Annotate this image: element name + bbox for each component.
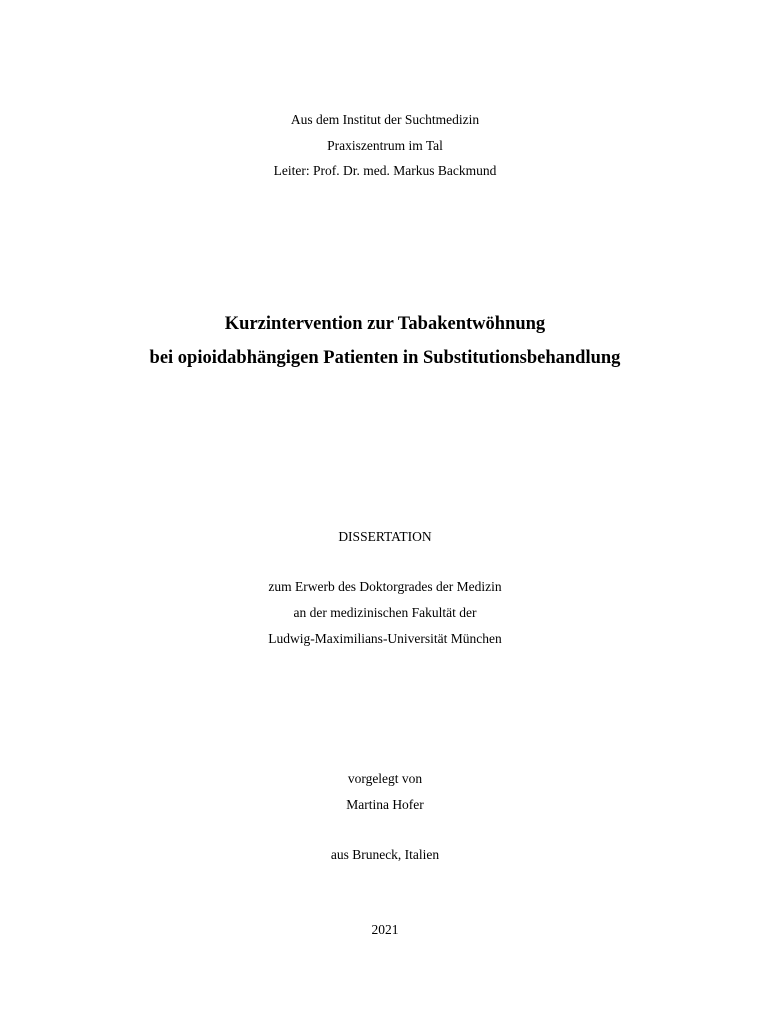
thesis-title-line-1: Kurzintervention zur Tabakentwöhnung: [224, 314, 546, 334]
author-name: Martina Hofer: [346, 797, 424, 812]
presented-by-label: vorgelegt von: [347, 771, 423, 786]
degree-purpose: zum Erwerb des Doktorgrades der Medizin: [268, 579, 502, 594]
thesis-title-line-2: bei opioidabhängigen Patienten in Substitutionsbehandlung: [149, 348, 621, 368]
year: 2021: [371, 922, 399, 937]
institute-name: Aus dem Institut der Suchtmedizin: [290, 112, 480, 127]
institute-director: Leiter: Prof. Dr. med. Markus Backmund: [273, 163, 497, 178]
institute-location: Praxiszentrum im Tal: [327, 138, 443, 153]
author-origin: aus Bruneck, Italien: [330, 847, 440, 862]
document-type: DISSERTATION: [338, 529, 432, 544]
faculty: an der medizinischen Fakultät der: [293, 605, 477, 620]
university: Ludwig-Maximilians-Universität München: [268, 631, 502, 646]
